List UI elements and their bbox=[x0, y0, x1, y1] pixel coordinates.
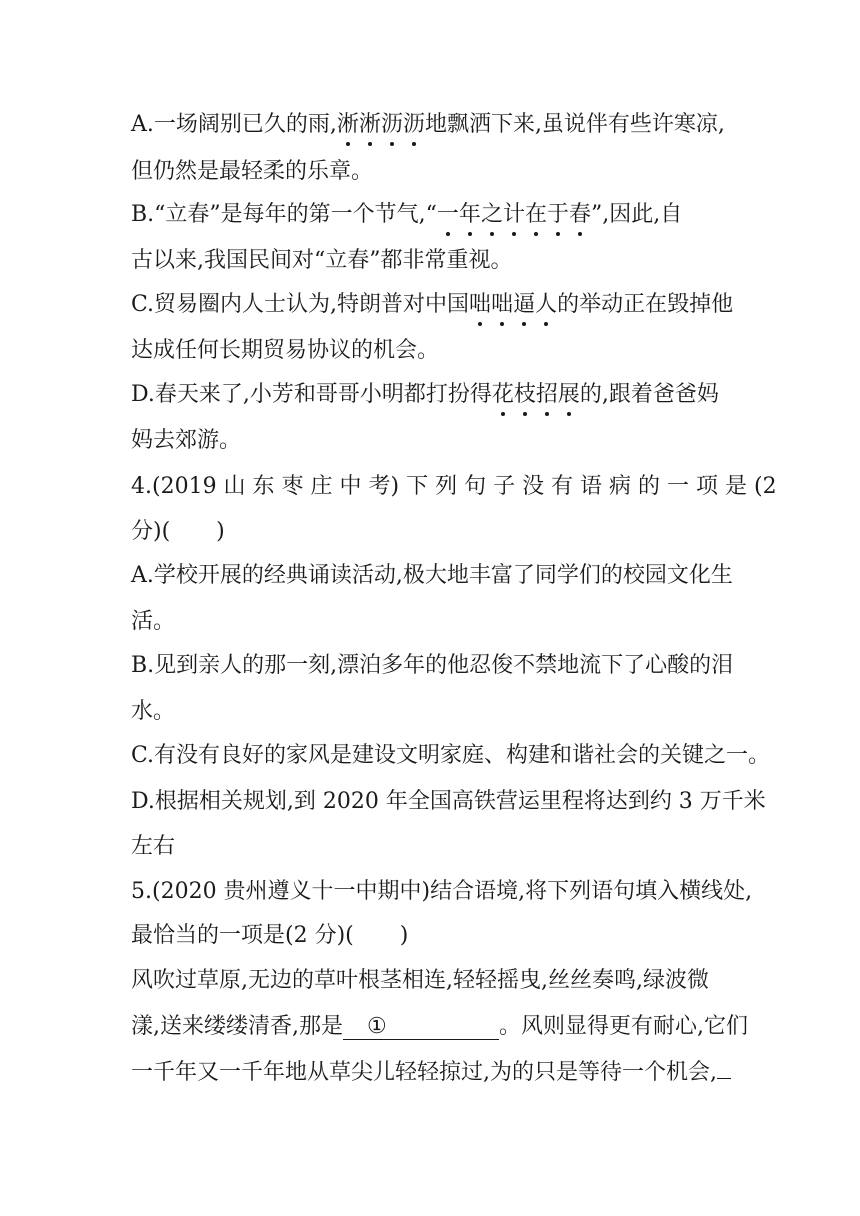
q4-option-a-line2: 活。 bbox=[131, 609, 176, 634]
q3-option-c-line2: 达成任何长期贸易协议的机会。 bbox=[131, 338, 440, 363]
q3-option-a-line1: A.一场阔别已久的雨,淅淅沥沥地飘洒下来,虽说伴有些许寒凉, bbox=[131, 110, 751, 140]
q3-option-d-line2: 妈去郊游。 bbox=[131, 428, 242, 453]
q4-option-d-line1: D.根据相关规划,到 2020 年全国高铁营运里程将达到约 3 万千米 bbox=[131, 789, 766, 814]
q3-option-d-line1: D.春天来了,小芳和哥哥小明都打扮得花枝招展的,跟着爸爸妈 bbox=[131, 380, 751, 410]
q3-option-c-line1: C.贸易圈内人士认为,特朗普对中国咄咄逼人的举动正在毁掉他 bbox=[131, 290, 751, 320]
q4-option-d-line2: 左右 bbox=[131, 834, 176, 859]
q3-option-b-line2: 古以来,我国民间对“立春”都非常重视。 bbox=[131, 248, 513, 273]
q4-option-b-line2: 水。 bbox=[131, 699, 176, 724]
q5-blank-2[interactable] bbox=[717, 1078, 731, 1079]
q4-option-c-line1: C.有没有良好的家风是建设文明家庭、构建和谐社会的关键之一。 bbox=[131, 743, 771, 768]
q4-stem-line1: 4.(2019 山 东 枣 庄 中 考) 下 列 句 子 没 有 语 病 的 一 项 是 (2 bbox=[131, 474, 777, 499]
q5-blank-1[interactable]: ① bbox=[343, 1015, 499, 1040]
q5-passage-line3: 一千年又一千年地从草尖儿轻轻掠过,为的只是等待一个机会, bbox=[131, 1058, 751, 1088]
q4-stem-line2: 分)( ) bbox=[131, 519, 225, 544]
q4-option-b-line1: B.见到亲人的那一刻,漂泊多年的他忍俊不禁地流下了心酸的泪 bbox=[131, 653, 734, 678]
q5-stem-line1: 5.(2020 贵州遵义十一中期中)结合语境,将下列语句填入横线处, bbox=[131, 879, 753, 904]
q3-option-b-line1: B.“立春”是每年的第一个节气,“一年之计在于春”,因此,自 bbox=[131, 200, 751, 230]
q3-option-a-line2: 但仍然是最轻柔的乐章。 bbox=[131, 159, 374, 184]
q5-stem-line2: 最恰当的一项是(2 分)( ) bbox=[131, 923, 409, 948]
q4-option-a-line1: A.学校开展的经典诵读活动,极大地丰富了同学们的校园文化生 bbox=[131, 563, 733, 588]
q5-passage-line2: 漾,送来缕缕清香,那是 ① 。风则显得更有耐心,它们 bbox=[131, 1014, 748, 1039]
q5-passage-line1: 风吹过草原,无边的草叶根茎相连,轻轻摇曳,丝丝奏鸣,绿波微 bbox=[131, 968, 709, 993]
